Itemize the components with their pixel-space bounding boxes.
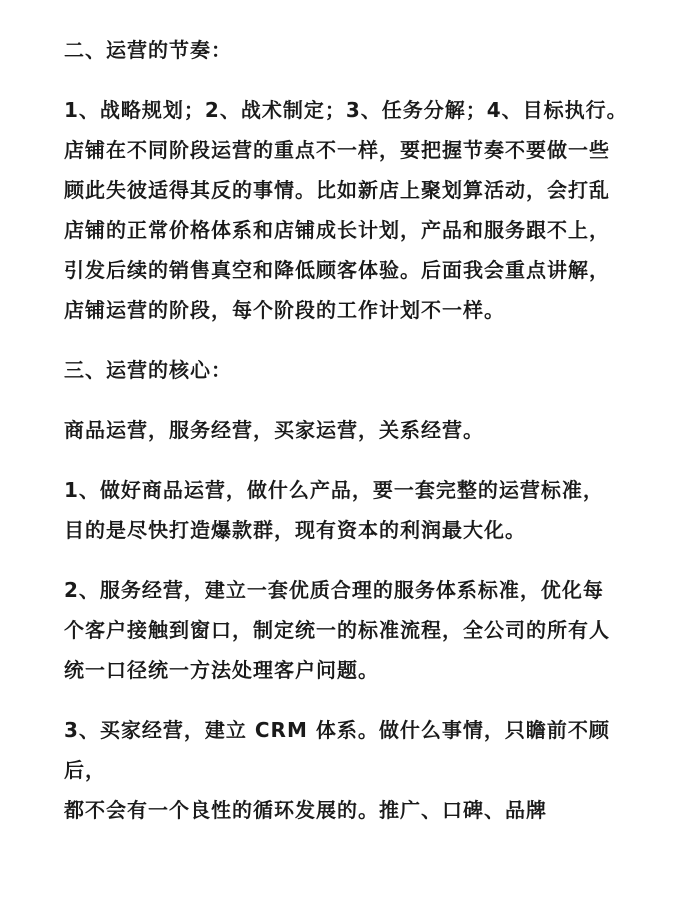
point-service-operation: 2、服务经营，建立一套优质合理的服务体系标准，优化每 个客户接触到窗口，制定统一的标准流程，全公司的所有人 统一口径统一方法处理客户问题。 [64, 578, 610, 682]
point-buyer-operation: 3、买家经营，建立 CRM 体系。做什么事情，只瞻前不顾后， 都不会有一个良性的循环发展的。推广、口碑、品牌 [64, 718, 610, 822]
section-heading-rhythm: 二、运营的节奏： [64, 38, 232, 62]
paragraph-rhythm: 1、战略规划；2、战术制定；3、任务分解；4、目标执行。 店铺在不同阶段运营的重点不一样，要把握节奏不要做一些 顾此失彼适得其反的事情。比如新店上聚划算活动，会打乱 店铺的正常价格体系和店铺成长计划，产品和服务跟不上， 引发后续的销售真空和降低顾客体验。后面我会重点讲解， 店铺运营的阶段，每个阶段的工作计划不一样。 [64, 98, 628, 322]
spacer [64, 70, 651, 90]
spacer [64, 690, 651, 710]
spacer [64, 450, 651, 470]
spacer [64, 550, 651, 570]
core-summary: 商品运营，服务经营，买家运营，关系经营。 [64, 418, 484, 442]
spacer [64, 390, 651, 410]
point-product-operation: 1、做好商品运营，做什么产品，要一套完整的运营标准， 目的是尽快打造爆款群，现有资本的利润最大化。 [64, 478, 604, 542]
spacer [64, 330, 651, 350]
section-heading-core: 三、运营的核心： [64, 358, 232, 382]
